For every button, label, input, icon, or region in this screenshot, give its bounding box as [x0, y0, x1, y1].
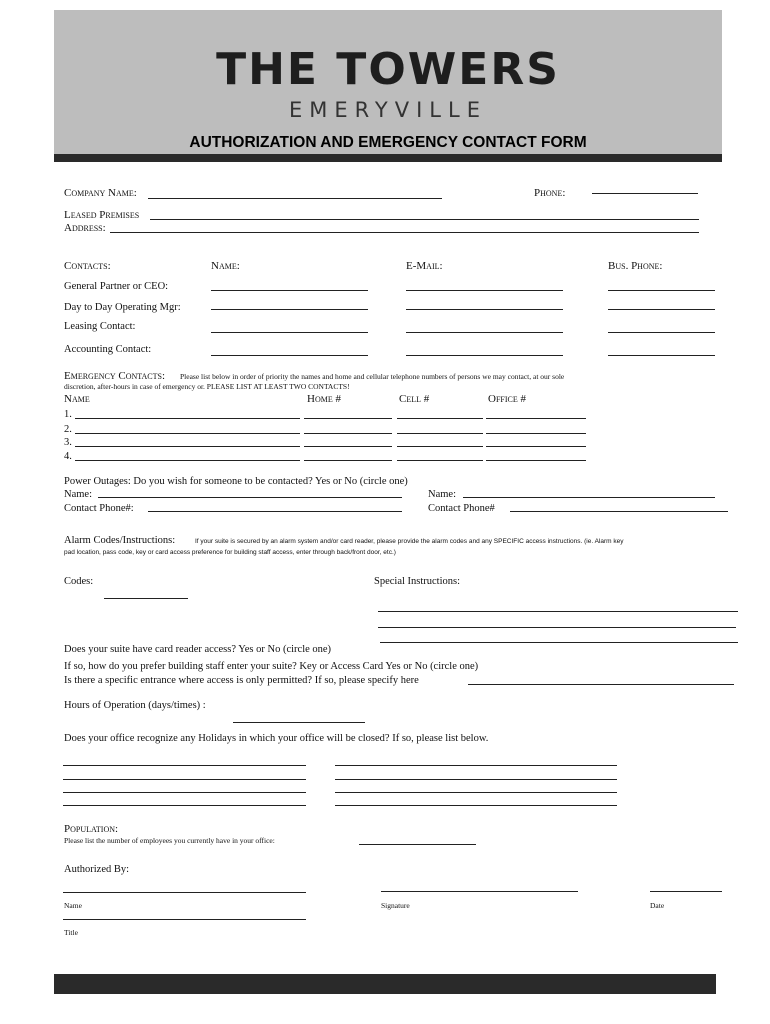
contacts-header: Contacts: [64, 260, 111, 272]
header-divider [54, 154, 722, 162]
date-caption: Date [650, 901, 665, 910]
special-instructions-line[interactable] [378, 627, 736, 628]
emergency-row-number: 1. [64, 409, 72, 420]
contact-phone-field[interactable] [608, 290, 715, 291]
company-name-label: Company Name: [64, 187, 137, 199]
authorized-signature-field[interactable] [381, 891, 578, 892]
power-phone-label: Contact Phone#: [64, 503, 134, 514]
emergency-cell-field[interactable] [397, 460, 483, 461]
power-name-field[interactable] [98, 497, 402, 498]
holidays-question: Does your office recognize any Holidays in which your office will be closed? If so, please list below. [64, 733, 489, 744]
alarm-instructions-line1: If your suite is secured by an alarm system and/or card reader, please provide the alarm codes and any SPECIFIC access instructions. (ie. Alarm key [195, 538, 624, 545]
emergency-office-field[interactable] [486, 418, 586, 419]
contact-phone-field[interactable] [608, 309, 715, 310]
holiday-line[interactable] [63, 779, 306, 780]
contact-phone-field[interactable] [608, 332, 715, 333]
emergency-office-field[interactable] [486, 446, 586, 447]
special-instructions-line[interactable] [378, 611, 738, 612]
emergency-office-field[interactable] [486, 460, 586, 461]
contact-row-label: Accounting Contact: [64, 344, 152, 355]
holiday-line[interactable] [63, 765, 306, 766]
card-reader-question: Does your suite have card reader access? Yes or No (circle one) [64, 644, 332, 655]
emergency-row-number: 2. [64, 424, 72, 435]
contact-name-field[interactable] [211, 332, 368, 333]
power-outage-question: Power Outages: Do you wish for someone to be contacted? Yes or No (circle one) [64, 476, 408, 487]
contact-row-label: Day to Day Operating Mgr: [64, 302, 181, 313]
emergency-home-field[interactable] [304, 418, 392, 419]
holiday-line[interactable] [335, 779, 617, 780]
emergency-cell-field[interactable] [397, 433, 483, 434]
emergency-office-header: Office # [488, 393, 526, 405]
address-label: Address: [64, 222, 106, 234]
codes-field[interactable] [104, 598, 188, 599]
name-caption: Name [64, 901, 82, 910]
emergency-cell-field[interactable] [397, 446, 483, 447]
contact-name-field[interactable] [211, 290, 368, 291]
contact-email-field[interactable] [406, 355, 563, 356]
power-phone-label-right: Contact Phone# [428, 503, 495, 514]
emergency-name-header: Name [64, 393, 90, 405]
emergency-row-number: 3. [64, 437, 72, 448]
holiday-line[interactable] [335, 792, 617, 793]
alarm-codes-label: Alarm Codes/Instructions: [64, 535, 176, 546]
name-header: Name: [211, 260, 240, 272]
emergency-home-field[interactable] [304, 460, 392, 461]
contact-row-label: Leasing Contact: [64, 321, 136, 332]
holiday-line[interactable] [335, 805, 617, 806]
leased-premises-field[interactable] [150, 219, 699, 220]
contact-email-field[interactable] [406, 309, 563, 310]
power-name-field-right[interactable] [463, 497, 715, 498]
signature-caption: Signature [381, 901, 410, 910]
emergency-office-field[interactable] [486, 433, 586, 434]
power-phone-field[interactable] [148, 511, 402, 512]
hours-of-operation-label: Hours of Operation (days/times) : [64, 700, 206, 711]
special-instructions-line[interactable] [380, 642, 738, 643]
emergency-instructions-line2: discretion, after-hours in case of emergency or. PLEASE LIST AT LEAST TWO CONTACTS! [64, 382, 350, 391]
population-label: Population: [64, 823, 119, 835]
special-instructions-label: Special Instructions: [374, 576, 461, 587]
authorized-date-field[interactable] [650, 891, 722, 892]
title-caption: Title [64, 928, 78, 937]
emergency-cell-field[interactable] [397, 418, 483, 419]
authorized-by-label: Authorized By: [64, 864, 130, 875]
holiday-line[interactable] [335, 765, 617, 766]
brand-subtitle: EMERYVILLE [289, 98, 487, 122]
contact-phone-field[interactable] [608, 355, 715, 356]
holiday-line[interactable] [63, 792, 306, 793]
emergency-name-field[interactable] [75, 460, 300, 461]
staff-entry-preference: If so, how do you prefer building staff enter your suite? Key or Access Card Yes or No (circle one) [64, 661, 479, 672]
company-name-field[interactable] [148, 198, 442, 199]
email-header: E-Mail: [406, 260, 443, 272]
emergency-name-field[interactable] [75, 433, 300, 434]
contact-name-field[interactable] [211, 309, 368, 310]
power-name-label: Name: [64, 489, 92, 500]
emergency-contacts-label: Emergency Contacts: [64, 370, 166, 382]
emergency-name-field[interactable] [75, 418, 300, 419]
emergency-row-number: 4. [64, 451, 72, 462]
holiday-line[interactable] [63, 805, 306, 806]
emergency-cell-header: Cell # [399, 393, 430, 405]
population-field[interactable] [359, 844, 476, 845]
form-title: AUTHORIZATION AND EMERGENCY CONTACT FORM [189, 134, 587, 151]
contact-email-field[interactable] [406, 290, 563, 291]
population-text: Please list the number of employees you currently have in your office: [64, 836, 275, 845]
codes-label: Codes: [64, 576, 94, 587]
contact-row-label: General Partner or CEO: [64, 281, 169, 292]
footer-bar [54, 974, 716, 994]
emergency-home-field[interactable] [304, 433, 392, 434]
address-field[interactable] [110, 232, 699, 233]
bus-phone-header: Bus. Phone: [608, 260, 663, 272]
emergency-name-field[interactable] [75, 446, 300, 447]
contact-name-field[interactable] [211, 355, 368, 356]
specific-entrance-question: Is there a specific entrance where access is only permitted? If so, please specify here [64, 675, 419, 686]
alarm-instructions-line2: pad location, pass code, key or card access preference for building staff access, enter through back/front door, etc.) [64, 549, 396, 556]
leased-premises-label: Leased Premises [64, 209, 140, 221]
phone-label: Phone: [534, 187, 566, 199]
brand-title: THE TOWERS [216, 44, 560, 95]
emergency-instructions-line1: Please list below in order of priority the names and home and cellular telephone numbers of persons we may contact, at our sole [180, 372, 565, 381]
emergency-home-field[interactable] [304, 446, 392, 447]
power-name-label-right: Name: [428, 489, 456, 500]
hours-of-operation-field[interactable] [233, 722, 365, 723]
power-phone-field-right[interactable] [510, 511, 728, 512]
emergency-home-header: Home # [307, 393, 341, 405]
specific-entrance-field[interactable] [468, 684, 734, 685]
authorized-name-field[interactable] [63, 892, 306, 893]
contact-email-field[interactable] [406, 332, 563, 333]
phone-field[interactable] [592, 193, 698, 194]
authorized-title-field[interactable] [63, 919, 306, 920]
